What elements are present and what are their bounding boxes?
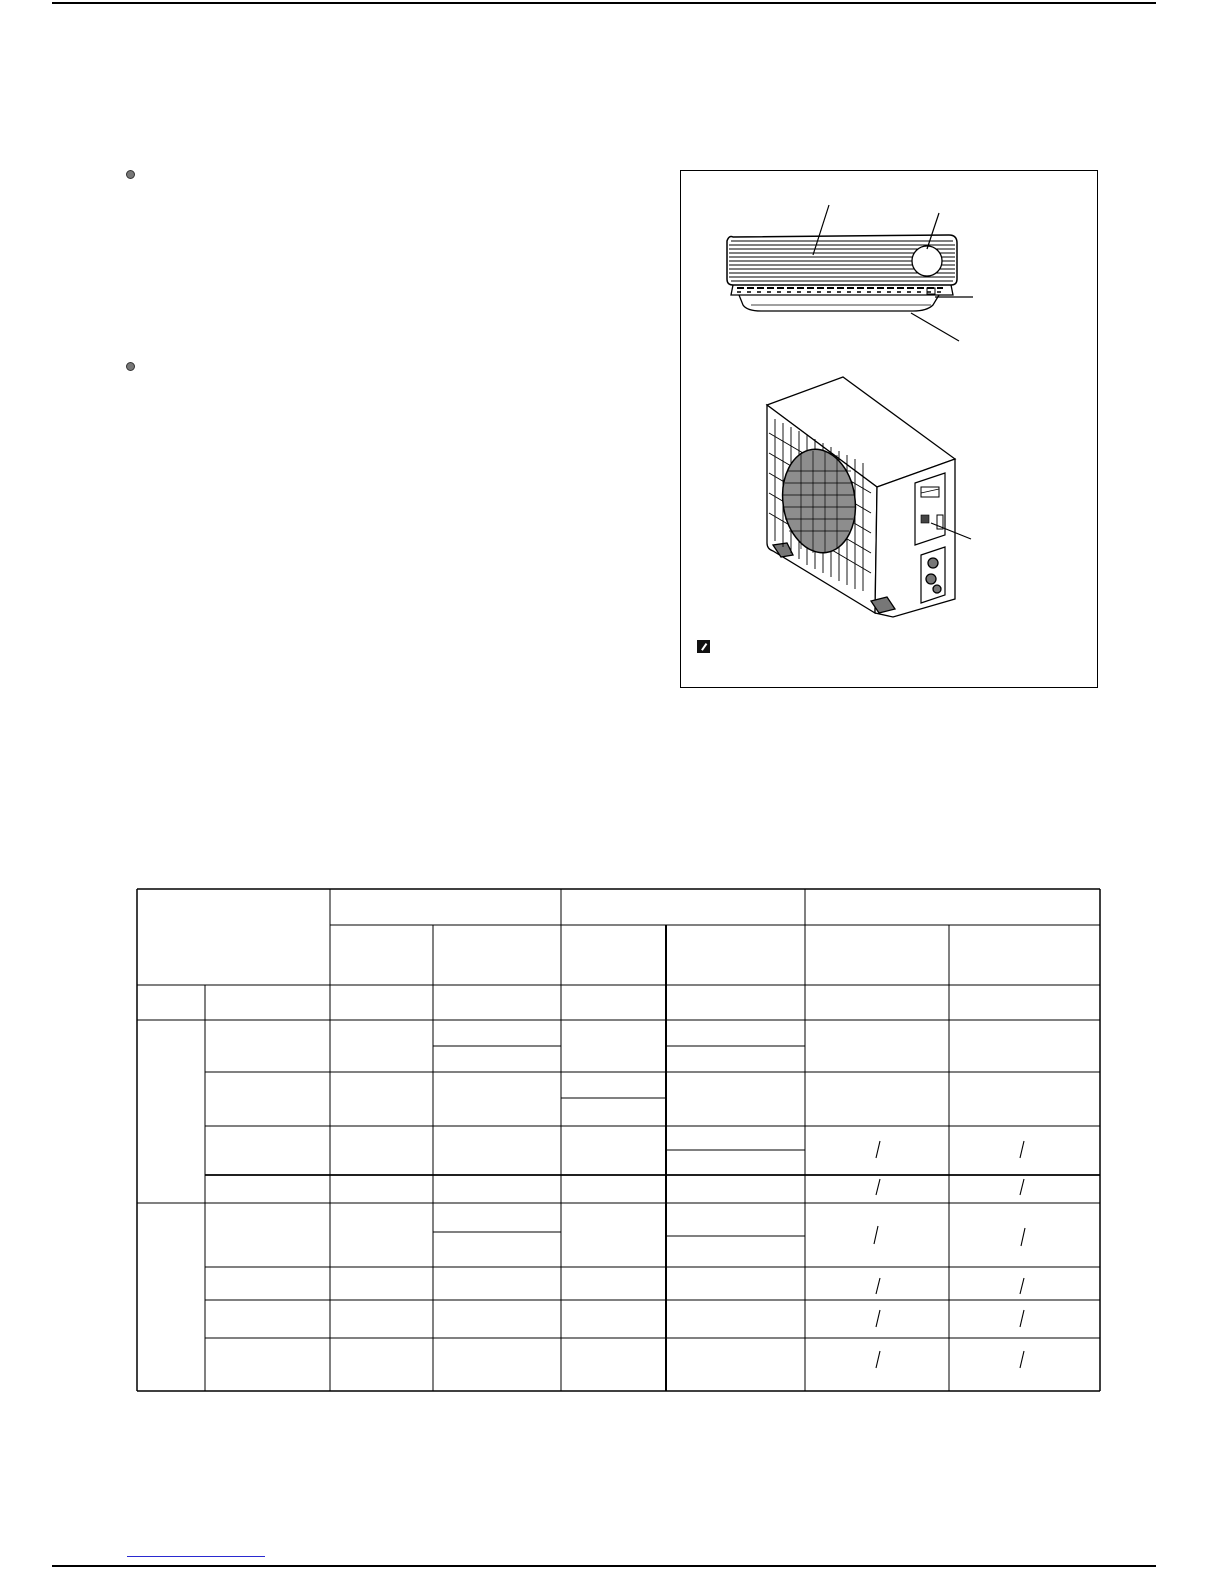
outdoor-unit bbox=[767, 377, 971, 617]
bullet-marker bbox=[126, 362, 135, 371]
bullet-marker bbox=[126, 170, 135, 179]
slash-marks bbox=[874, 1141, 1025, 1368]
indoor-unit bbox=[727, 205, 973, 341]
header-rule bbox=[52, 2, 1156, 4]
footer-link[interactable] bbox=[127, 1556, 265, 1557]
display-panel-circle bbox=[912, 246, 942, 276]
indoor-louvers bbox=[737, 288, 943, 292]
unit-illustration bbox=[680, 170, 1098, 688]
footer-rule bbox=[52, 1565, 1156, 1567]
air-conditioner-drawing bbox=[681, 171, 1099, 689]
pencil-note-icon bbox=[697, 640, 710, 653]
